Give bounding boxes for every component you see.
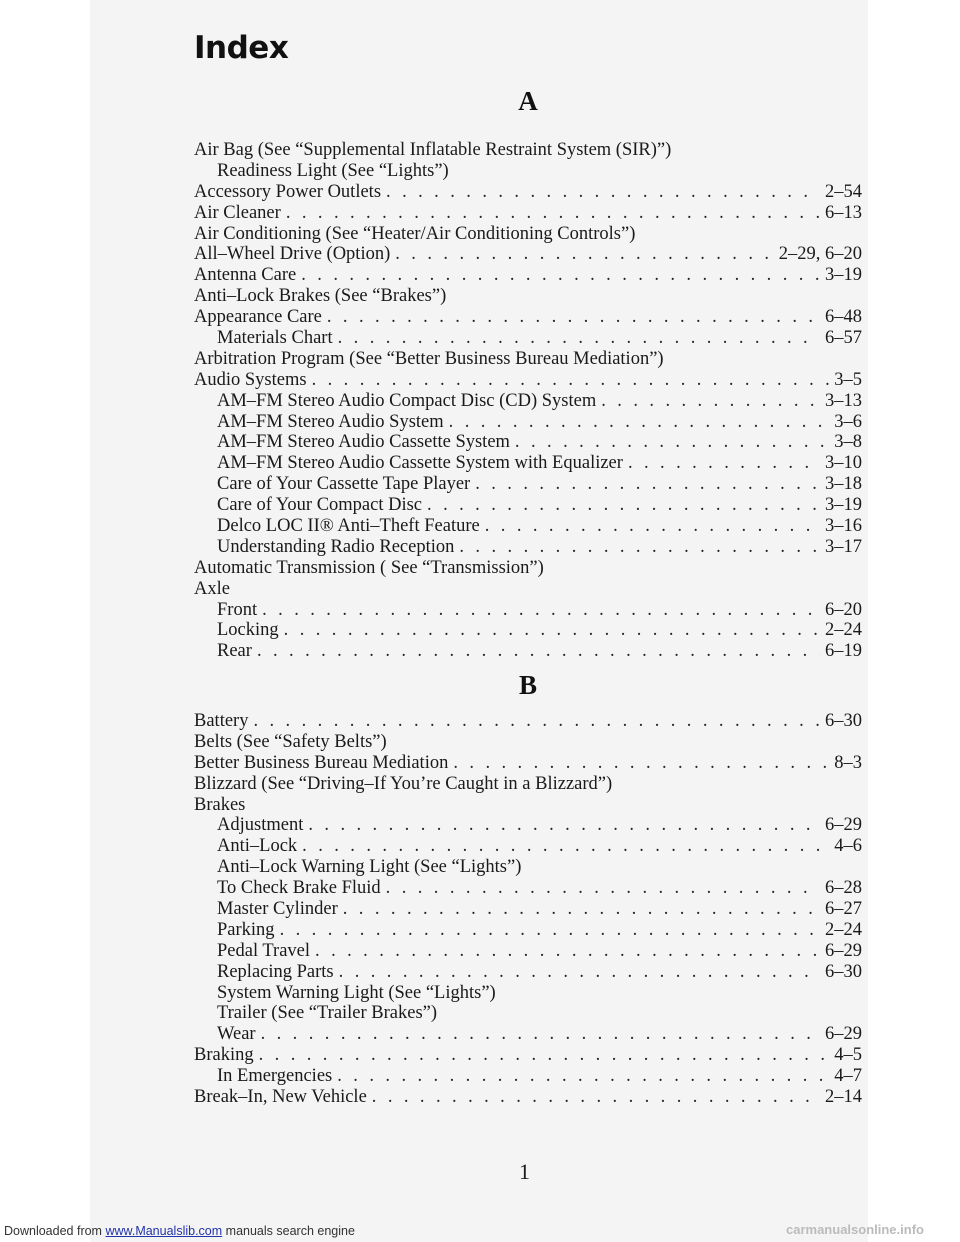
index-entry-text: Anti–Lock Warning Light (See “Lights”) [217,857,522,878]
index-entry-text: Master Cylinder [217,899,338,920]
dot-leader [262,600,820,621]
index-entry [194,265,862,286]
index-entry [194,962,862,983]
index-entry [194,815,862,836]
index-entry-text: Belts (See “Safety Belts”) [194,731,387,752]
dot-leader [601,391,820,412]
index-entry-page: 3–6 [834,411,862,432]
index-entry [194,641,862,662]
index-entry [194,899,862,920]
index-entry-text: Air Cleaner [194,202,281,223]
index-entry-page: 6–29 [825,815,862,836]
index-entry-text: Appearance Care [194,307,322,328]
index-entry-text: Better Business Bureau Mediation [194,752,449,773]
dot-leader [386,878,820,899]
index-entry [194,1045,862,1066]
page-title: Index [194,30,289,66]
index-entry [194,203,862,224]
index-entry [194,774,862,795]
index-entry-page: 6–27 [825,899,862,920]
dot-leader [339,962,820,983]
index-entry-page: 2–14 [825,1087,862,1108]
index-entry-text: Antenna Care [194,265,297,286]
index-entry [194,620,862,641]
dot-leader [628,453,820,474]
download-footer [4,1224,355,1238]
index-entry-text: Trailer (See “Trailer Brakes”) [217,1003,438,1024]
dot-leader [280,920,820,941]
index-entry [194,349,862,370]
index-entry-text: In Emergencies [217,1066,333,1087]
dot-leader [338,328,820,349]
footer-prefix: Downloaded from [4,1224,102,1238]
dot-leader [286,203,820,224]
index-entry-text: Locking [217,620,279,641]
index-entry-text: AM–FM Stereo Audio Cassette System [217,432,510,453]
index-entry-text: Front [217,599,258,620]
index-entry-text: System Warning Light (See “Lights”) [217,982,496,1003]
watermark-text: carmanualsonline.info [786,1222,924,1237]
index-entry-text: Materials Chart [217,328,333,349]
index-entry [194,224,862,245]
index-entry-page: 4–6 [834,836,862,857]
index-entry-text: AM–FM Stereo Audio System [217,411,444,432]
index-entry-text: Blizzard (See “Driving–If You’re Caught in a Blizzard”) [194,773,613,794]
dot-leader [453,753,829,774]
index-entry [194,732,862,753]
index-entry [194,140,862,161]
index-entry [194,474,862,495]
index-entry [194,307,862,328]
dot-leader [259,1045,830,1066]
index-entry [194,453,862,474]
index-list-a [194,140,862,662]
index-entry-text: Brakes [194,794,246,815]
index-entry [194,391,862,412]
index-entry-page: 3–19 [825,495,862,516]
dot-leader [427,495,820,516]
index-entry-text: To Check Brake Fluid [217,878,381,899]
index-entry-page: 2–24 [825,620,862,641]
index-entry-page: 6–30 [825,711,862,731]
dot-leader [327,307,820,328]
manualslib-link[interactable]: www.Manualslib.com [105,1224,223,1238]
index-entry-text: Anti–Lock [217,836,298,857]
index-entry-page: 6–29 [825,940,862,961]
index-entry [194,711,862,732]
index-entry [194,1066,862,1087]
index-entry [194,161,862,182]
dot-leader [343,899,820,920]
index-entry [194,286,862,307]
index-entry-text: Break–In, New Vehicle [194,1087,367,1108]
dot-leader [312,370,830,391]
index-entry-page: 6–30 [825,961,862,982]
index-entry-text: Pedal Travel [217,940,311,961]
index-entry-page: 3–16 [825,516,862,537]
index-entry-text: Understanding Radio Reception [217,536,455,557]
dot-leader [261,1024,820,1045]
index-entry-text: Audio Systems [194,369,307,390]
index-entry [194,600,862,621]
dot-leader [302,836,829,857]
index-entry-page: 6–28 [825,878,862,899]
index-entry [194,244,862,265]
dot-leader [301,265,820,286]
index-entry-text: Anti–Lock Brakes (See “Brakes”) [194,286,447,307]
index-entry [194,941,862,962]
index-entry-text: Parking [217,919,275,940]
index-entry [194,857,862,878]
index-entry-page: 4–7 [834,1066,862,1087]
index-entry-text: Accessory Power Outlets [194,181,382,202]
index-entry-text: Readiness Light (See “Lights”) [217,160,449,181]
index-entry-text: Axle [194,578,230,599]
index-entry-text: Braking [194,1045,254,1066]
page-number: 1 [519,1159,530,1184]
index-entry-page: 6–20 [825,599,862,620]
index-entry-page: 6–57 [825,328,862,349]
dot-leader [372,1087,820,1108]
dot-leader [395,244,774,265]
index-entry-page: 6–29 [825,1024,862,1045]
index-entry-text: Rear [217,641,252,662]
index-entry [194,495,862,516]
dot-leader [475,474,820,495]
section-letter-a: A [518,86,538,116]
index-entry [194,182,862,203]
index-entry-page: 2–24 [825,919,862,940]
index-entry-text: All–Wheel Drive (Option) [194,244,391,265]
index-entry [194,370,862,391]
index-entry-page: 2–29, 6–20 [778,244,862,265]
index-entry [194,412,862,433]
index-entry-page: 3–10 [825,453,862,474]
dot-leader [515,432,829,453]
dot-leader [386,182,820,203]
index-entry [194,328,862,349]
index-entry [194,836,862,857]
index-entry-text: Care of Your Cassette Tape Player [217,474,471,495]
index-entry-page: 3–5 [834,369,862,390]
dot-leader [284,620,820,641]
index-entry [194,432,862,453]
footer-suffix: manuals search engine [225,1224,355,1238]
dot-leader [459,537,820,558]
index-entry [194,1087,862,1108]
dot-leader [253,711,820,732]
index-entry-text: Care of Your Compact Disc [217,495,423,516]
dot-leader [315,941,820,962]
dot-leader [449,412,830,433]
index-entry-text: Wear [217,1024,256,1045]
index-entry [194,537,862,558]
section-letter-b: B [518,670,537,700]
index-entry-text: Automatic Transmission ( See “Transmission”) [194,557,544,578]
index-entry-page: 8–3 [834,752,862,773]
index-entry-page: 2–54 [825,181,862,202]
index-entry [194,983,862,1004]
dot-leader [308,815,820,836]
index-entry [194,579,862,600]
index-entry-page: 3–8 [834,432,862,453]
dot-leader [337,1066,829,1087]
index-entry-text: Adjustment [217,815,304,836]
index-entry-text: Air Bag (See “Supplemental Inflatable Restraint System (SIR)”) [194,140,672,160]
index-entry-page: 3–19 [825,265,862,286]
index-entry [194,516,862,537]
index-entry-text: AM–FM Stereo Audio Compact Disc (CD) System [217,390,597,411]
dot-leader [485,516,820,537]
index-entry-text: Arbitration Program (See “Better Business Bureau Mediation”) [194,348,664,369]
index-entry [194,1024,862,1045]
index-list-b [194,711,862,1108]
index-entry-page: 3–17 [825,536,862,557]
index-entry [194,558,862,579]
index-entry [194,753,862,774]
index-entry-text: Replacing Parts [217,961,334,982]
index-entry-text: AM–FM Stereo Audio Cassette System with Equalizer [217,453,623,474]
index-entry-page: 6–48 [825,307,862,328]
index-entry-page: 6–19 [825,641,862,662]
index-entry-text: Battery [194,711,249,731]
index-entry-page: 3–13 [825,390,862,411]
index-entry [194,1003,862,1024]
index-entry [194,920,862,941]
index-entry-page: 3–18 [825,474,862,495]
index-entry-text: Air Conditioning (See “Heater/Air Conditioning Controls”) [194,223,636,244]
index-entry [194,878,862,899]
dot-leader [257,641,820,662]
index-entry-text: Delco LOC II® Anti–Theft Feature [217,516,480,537]
index-entry-page: 6–13 [825,202,862,223]
index-entry [194,795,862,816]
index-entry-page: 4–5 [834,1045,862,1066]
